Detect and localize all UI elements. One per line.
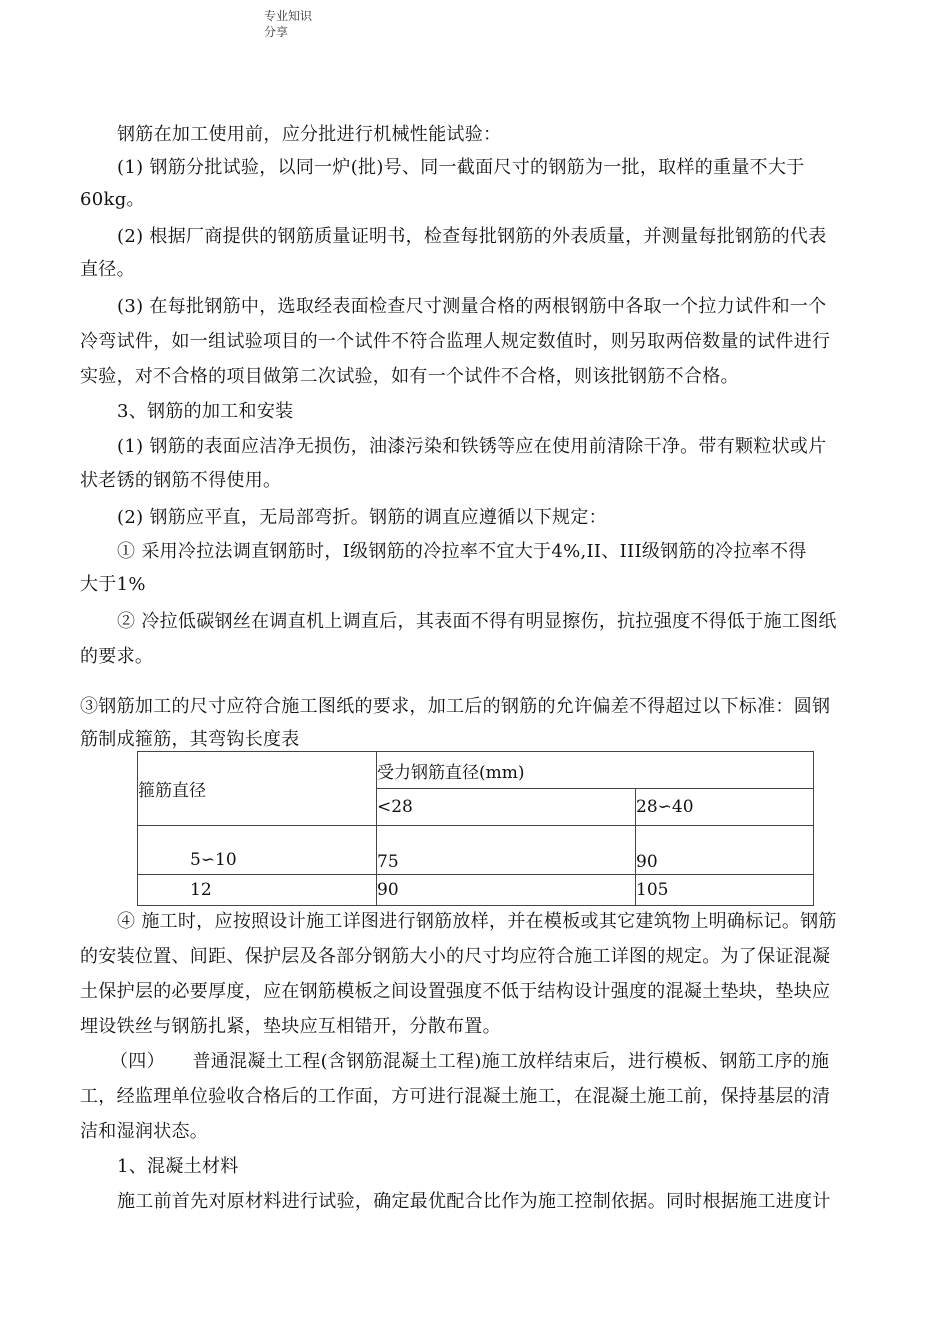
paragraph-line: 的要求。 [80, 646, 154, 667]
paragraph-line: 工，经监理单位验收合格后的工作面，方可进行混凝土施工，在混凝土施工前，保持基层的清 [80, 1086, 831, 1107]
paragraph-line: ② 冷拉低碳钢丝在调直机上调直后，其表面不得有明显擦伤，抗拉强度不得低于施工图纸 [117, 611, 837, 632]
table-row [138, 875, 814, 906]
table-cell: 90 [377, 875, 636, 906]
paragraph-line: 冷弯试件，如一组试验项目的一个试件不符合监理人规定数值时，则另取两倍数量的试件进行 [80, 331, 831, 352]
paragraph-line: 60kg。 [80, 189, 145, 210]
table-subheader: <28 [377, 789, 636, 826]
hook-length-table [137, 751, 814, 906]
paragraph-line: ④ 施工时，应按照设计施工详图进行钢筋放样，并在模板或其它建筑物上明确标记。钢筋 [117, 911, 837, 932]
paragraph-line: 大于1% [80, 574, 146, 595]
page-header: 专业知识分享 [264, 9, 313, 39]
paragraph-line: 土保护层的必要厚度，应在钢筋模板之间设置强度不低于结构设计强度的混凝土垫块，垫块应 [80, 981, 831, 1002]
table-cell: 75 [377, 826, 636, 875]
paragraph-line: (1) 钢筋的表面应洁净无损伤，油漆污染和铁锈等应在使用前清除干净。带有颗粒状或片 [117, 436, 827, 457]
paragraph-line: 状老锈的钢筋不得使用。 [80, 470, 282, 491]
paragraph-line: ① 采用冷拉法调直钢筋时，I级钢筋的冷拉率不宜大于4%,II、III级钢筋的冷拉率不得 [117, 541, 807, 562]
table-header-stirrup-diameter: 箍筋直径 [138, 752, 377, 826]
paragraph-line: 埋设铁丝与钢筋扎紧，垫块应互相错开，分散布置。 [80, 1016, 501, 1037]
paragraph-line: 的安装位置、间距、保护层及各部分钢筋大小的尺寸均应符合施工详图的规定。为了保证混凝 [80, 946, 831, 967]
paragraph-line: (2) 根据厂商提供的钢筋质量证明书，检查每批钢筋的外表质量，并测量每批钢筋的代表 [117, 226, 827, 247]
paragraph-line: (2) 钢筋应平直，无局部弯折。钢筋的调直应遵循以下规定： [117, 507, 607, 528]
table-subheader: 28∽40 [636, 789, 814, 826]
paragraph-line: (1) 钢筋分批试验，以同一炉(批)号、同一截面尺寸的钢筋为一批，取样的重量不大于 [117, 157, 805, 178]
table-cell: 90 [636, 826, 814, 875]
table-cell: 12 [138, 875, 377, 906]
paragraph-line: 施工前首先对原材料进行试验，确定最优配合比作为施工控制依据。同时根据施工进度计 [117, 1191, 831, 1212]
table-row [138, 826, 814, 875]
table-caption: 筋制成箍筋，其弯钩长度表 [80, 729, 300, 750]
section-heading: 3、钢筋的加工和安装 [117, 401, 294, 422]
paragraph-line: ③钢筋加工的尺寸应符合施工图纸的要求，加工后的钢筋的允许偏差不得超过以下标准：圆钢 [80, 696, 831, 717]
table-cell: 5∽10 [138, 826, 377, 875]
section-heading: 1、混凝土材料 [117, 1156, 239, 1177]
table-cell: 105 [636, 875, 814, 906]
paragraph-line: 钢筋在加工使用前，应分批进行机械性能试验： [117, 124, 502, 145]
paragraph-line: 洁和湿润状态。 [80, 1121, 209, 1142]
paragraph-line: 实验，对不合格的项目做第二次试验，如有一个试件不合格，则该批钢筋不合格。 [80, 366, 739, 387]
paragraph-line: （四） 普通混凝土工程(含钢筋混凝土工程)施工放样结束后，进行模板、钢筋工序的施 [110, 1051, 830, 1072]
table-header-rebar-diameter: 受力钢筋直径(mm) [377, 752, 814, 789]
paragraph-line: (3) 在每批钢筋中，选取经表面检查尺寸测量合格的两根钢筋中各取一个拉力试件和一个 [117, 296, 827, 317]
paragraph-line: 直径。 [80, 259, 135, 280]
